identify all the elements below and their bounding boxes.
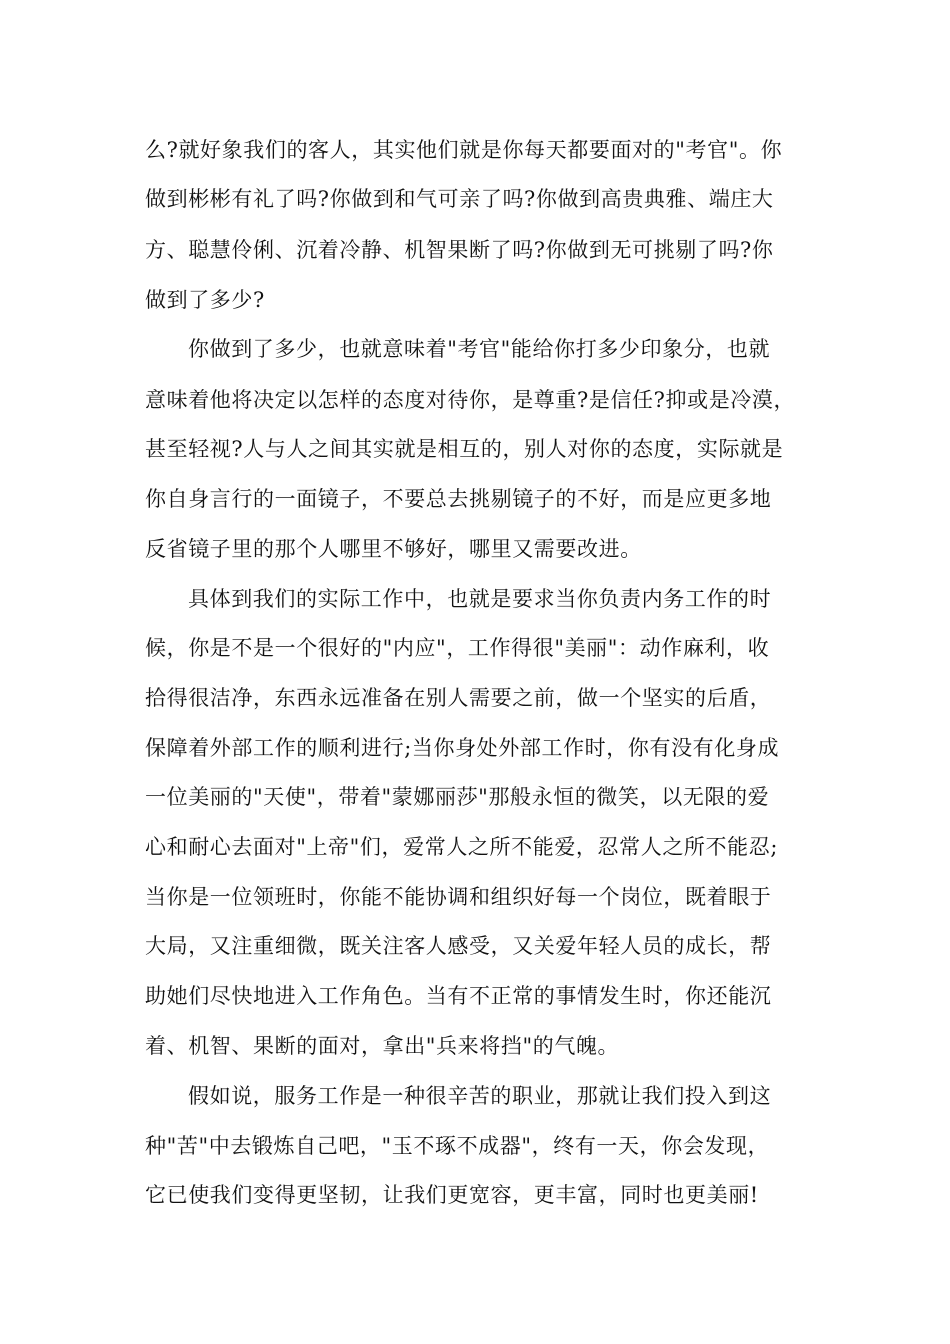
text-line: 做到彬彬有礼了吗?你做到和气可亲了吗?你做到高贵典雅、端庄大 xyxy=(145,187,774,211)
text-line: 意味着他将决定以怎样的态度对待你，是尊重?是信任?抑或是冷漠， xyxy=(145,388,796,412)
text-line: 你自身言行的一面镜子，不要总去挑剔镜子的不好，而是应更多地 xyxy=(145,487,772,511)
text-line: 心和耐心去面对"上帝"们，爱常人之所不能爱，忍常人之所不能忍; xyxy=(145,835,778,859)
paragraph-first-line: 具体到我们的实际工作中，也就是要求当你负责内务工作的时 xyxy=(188,587,772,611)
text-line: 大局，又注重细微，既关注客人感受，又关爱年轻人员的成长，帮 xyxy=(145,934,772,958)
paragraph-first-line: 假如说，服务工作是一种很辛苦的职业，那就让我们投入到这 xyxy=(188,1084,772,1108)
text-line: 么?就好象我们的客人，其实他们就是你每天都要面对的"考官"。你 xyxy=(145,138,783,162)
paragraph-first-line: 你做到了多少，也就意味着"考官"能给你打多少印象分，也就 xyxy=(188,337,771,361)
text-line: 当你是一位领班时，你能不能协调和组织好每一个岗位，既着眼于 xyxy=(145,885,772,909)
text-line: 种"苦"中去锻炼自己吧，"玉不琢不成器"，终有一天，你会发现， xyxy=(145,1134,770,1158)
text-line: 它已使我们变得更坚韧，让我们更宽容，更丰富，同时也更美丽! xyxy=(145,1183,759,1207)
text-line: 助她们尽快地进入工作角色。当有不正常的事情发生时，你还能沉 xyxy=(145,984,772,1008)
text-line: 方、聪慧伶俐、沉着冷静、机智果断了吗?你做到无可挑剔了吗?你 xyxy=(145,238,774,262)
text-line: 一位美丽的"天使"，带着"蒙娜丽莎"那般永恒的微笑，以无限的爱 xyxy=(145,785,770,809)
text-line: 候，你是不是一个很好的"内应"，工作得很"美丽"：动作麻利，收 xyxy=(145,636,770,660)
text-line: 甚至轻视?人与人之间其实就是相互的，别人对你的态度，实际就是 xyxy=(145,437,784,461)
text-line: 做到了多少? xyxy=(145,288,265,312)
text-line: 拾得很洁净，东西永远准备在别人需要之前，做一个坚实的后盾， xyxy=(145,686,772,710)
text-line: 着、机智、果断的面对，拿出"兵来将挡"的气魄。 xyxy=(145,1034,620,1058)
text-line: 反省镜子里的那个人哪里不够好，哪里又需要改进。 xyxy=(145,537,642,561)
text-line: 保障着外部工作的顺利进行;当你身处外部工作时，你有没有化身成 xyxy=(145,736,780,760)
